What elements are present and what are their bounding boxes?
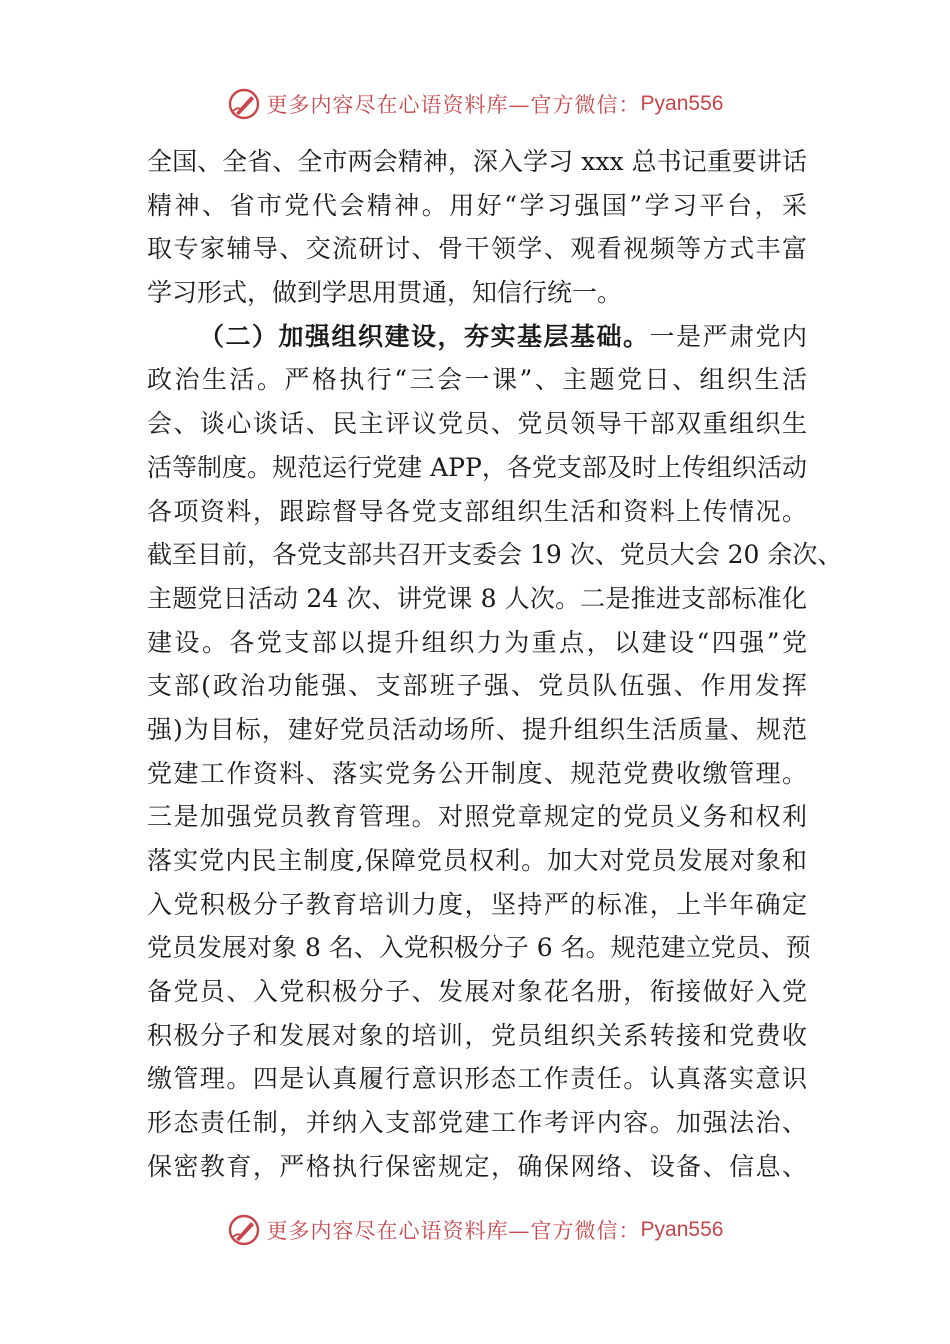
text-line: 精神、省市党代会精神。用好“学习强国”学习平台，采	[147, 190, 807, 220]
text-line: 强)为目标，建好党员活动场所、提升组织生活质量、规范	[147, 714, 807, 744]
section-heading-line	[147, 315, 807, 359]
footer-watermark	[0, 1210, 950, 1250]
text-line: 截至目前，各党支部共召开支委会 19 次、党员大会 20 余次、	[147, 540, 843, 570]
text-line: 缴管理。四是认真履行意识形态工作责任。认真落实意识	[147, 1064, 807, 1094]
text-fragment: 一是严肃党内	[649, 321, 807, 351]
text-line: 积极分子和发展对象的培训，党员组织关系转接和党费收	[147, 1020, 807, 1050]
text-line: 活等制度。规范运行党建 APP，各党支部及时上传组织活动	[147, 452, 807, 482]
header-watermark	[0, 84, 950, 124]
text-line: 建设。各党支部以提升组织力为重点，以建设“四强”党	[147, 627, 807, 657]
text-line: 取专家辅导、交流研讨、骨干领学、观看视频等方式丰富	[147, 234, 807, 264]
text-line: 保密教育，严格执行保密规定，确保网络、设备、信息、	[147, 1151, 807, 1181]
text-line: 学习形式，做到学思用贯通，知信行统一。	[147, 278, 623, 308]
text-line: 形态责任制，并纳入支部党建工作考评内容。加强法治、	[147, 1108, 807, 1138]
text-line: 备党员、入党积极分子、发展对象花名册，衔接做好入党	[147, 977, 807, 1007]
text-line: 党员发展对象 8 名、入党积极分子 6 名。规范建立党员、预	[147, 933, 811, 963]
text-line: 全国、全省、全市两会精神，深入学习 xxx 总书记重要讲话	[147, 147, 807, 176]
text-line: 各项资料，跟踪督导各党支部组织生活和资料上传情况。	[147, 496, 807, 526]
text-line: 三是加强党员教育管理。对照党章规定的党员义务和权利	[147, 802, 807, 832]
header-watermark-text: 更多内容尽在心语资料库—官方微信：	[266, 93, 641, 117]
text-line: 会、谈心谈话、民主评议党员、党员领导干部双重组织生	[147, 409, 807, 439]
footer-watermark-text: 更多内容尽在心语资料库—官方微信：	[266, 1219, 641, 1243]
pen-logo-icon	[227, 87, 261, 121]
text-line: 入党积极分子教育培训力度，坚持严的标准，上半年确定	[147, 889, 807, 919]
text-line: 落实党内民主制度,保障党员权利。加大对党员发展对象和	[147, 846, 807, 875]
text-line: 主题党日活动 24 次、讲党课 8 人次。二是推进支部标准化	[147, 583, 807, 613]
pen-logo-icon	[227, 1213, 261, 1247]
text-line: 支部(政治功能强、支部班子强、党员队伍强、作用发挥	[147, 671, 807, 701]
document-body	[147, 140, 843, 1189]
text-line: 政治生活。严格执行“三会一课”、主题党日、组织生活	[147, 365, 807, 395]
header-watermark-id: Pyan556	[640, 92, 724, 115]
section-heading: （二）加强组织建设，夯实基层基础。	[199, 321, 650, 351]
footer-watermark-id: Pyan556	[640, 1218, 724, 1241]
text-line: 党建工作资料、落实党务公开制度、规范党费收缴管理。	[147, 758, 807, 788]
